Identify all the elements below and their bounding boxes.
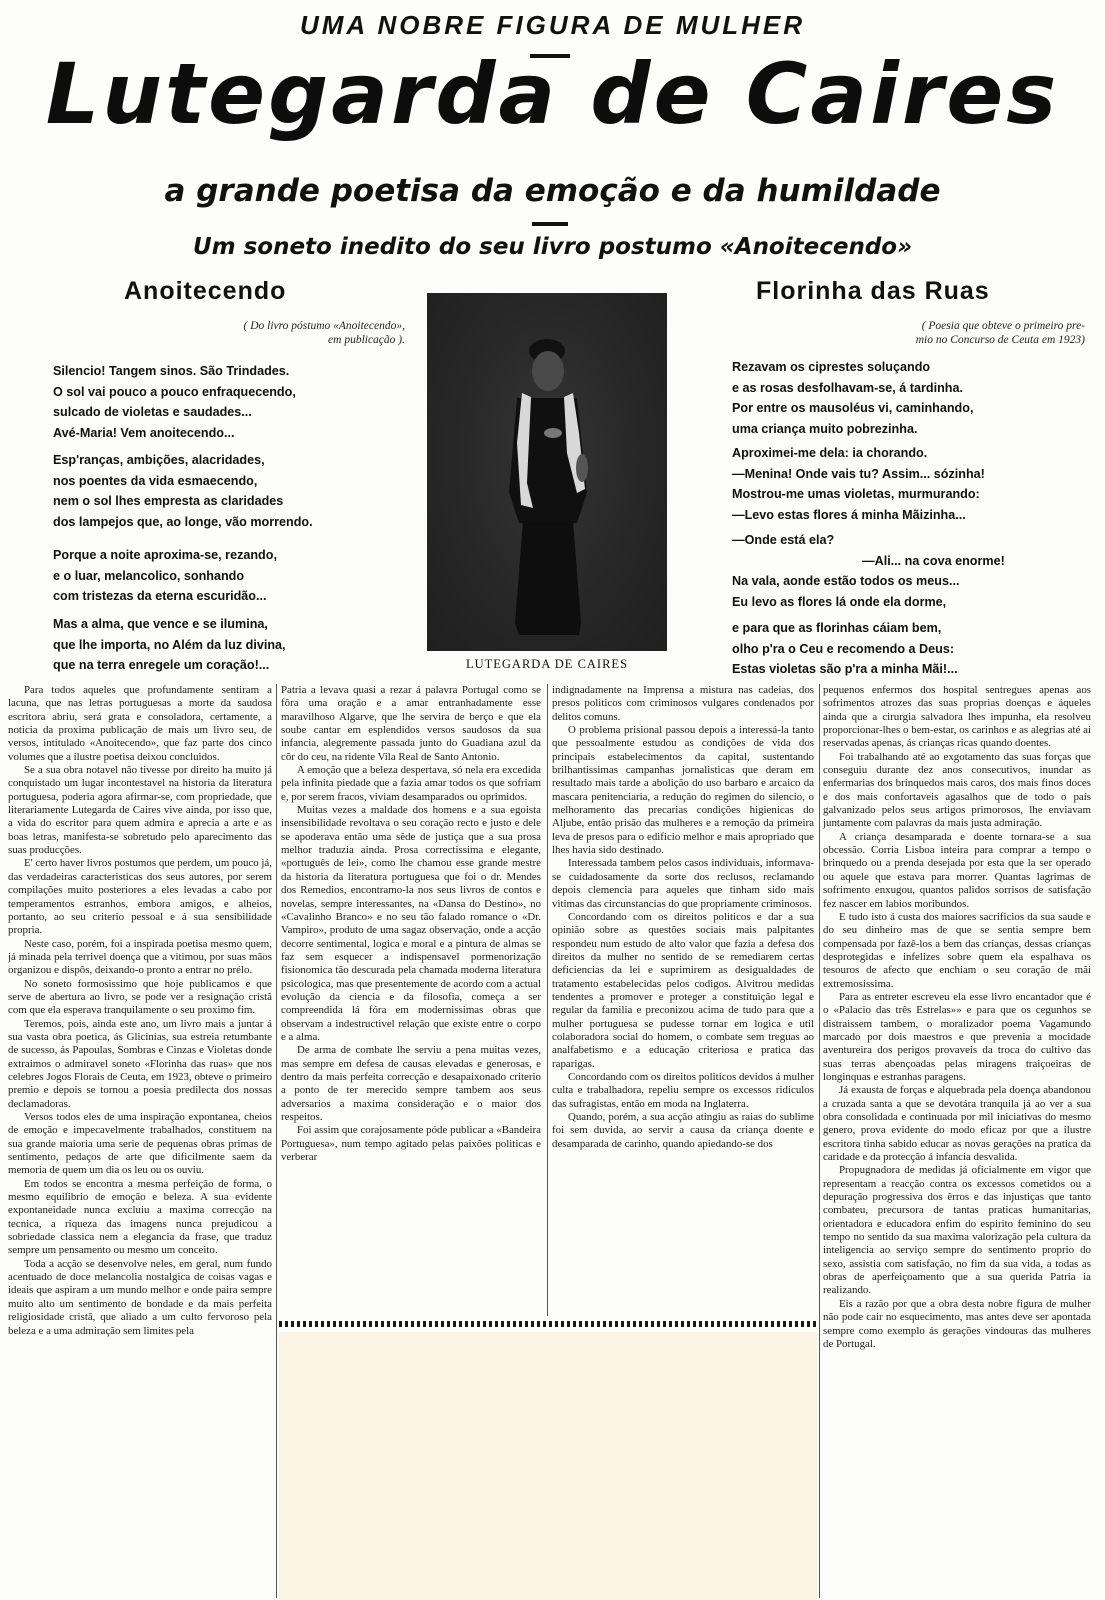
poem-line: com tristezas da eterna escuridão...	[53, 589, 267, 603]
article-paragraph: Patria a levava quasi a rezar á palavra Portugal como se fôra uma oração e a amar entranhadamente esse maravilhoso Algarve, que lhe servira de berço e que ela soube cantar em esplendidos versos saudosos da sua infancia, alegremente passada junto do Guadiana azul da côr do ceu, na ridente Vila Real de Santo Antonio.	[281, 684, 541, 763]
article-paragraph: indignadamente na Imprensa a mistura nas cadeias, dos presos politicos com criminosos vulgares condenados por delitos comuns.	[552, 684, 814, 723]
article-kicker: UMA NOBRE FIGURA DE MULHER	[299, 10, 806, 40]
poem-title-anoitecendo: Anoitecendo	[124, 277, 287, 305]
poem-line: Eu levo as flores lá onde ela dorme,	[732, 594, 947, 609]
poem-line: Silencio! Tangem sinos. São Trindades.	[53, 364, 290, 378]
poem-stanza	[53, 614, 286, 676]
poem-stanza	[732, 618, 958, 680]
poem-line: Mas a alma, que vence e se ilumina,	[53, 617, 268, 631]
poem-stanza	[53, 450, 313, 532]
poem-line: Porque a noite aproxima-se, rezando,	[53, 548, 277, 562]
poem-line: O sol vai pouco a pouco enfraquecendo,	[53, 384, 296, 399]
poem-line: e as rosas desfolhavam-se, á tardinha.	[732, 380, 963, 395]
poem-line: nos poentes da vida esmaecendo,	[53, 473, 258, 488]
subhead-divider	[532, 222, 568, 226]
column-divider	[547, 684, 548, 1316]
article-paragraph: Foi trabalhando até ao exgotamento das suas forças que conseguiu durante dez anos consecutivos, inundar as enfermarias dos brinquedos mais caros, dos mais finos doces e dos mais confortaveis agasalhos que de todo o país galvanizado pelos seus artigos primorosos, lhe enviavam juntamente com palavras da mais justa admiração.	[823, 750, 1091, 830]
photo-caption: LUTEGARDA DE CAIRES	[465, 657, 629, 671]
poem-line: olho p'ra o Ceu e recomendo a Deus:	[732, 641, 955, 656]
article-paragraph: Neste caso, porém, foi a inspirada poetisa mesmo quem, já minada pela terrivel doença que a vitimou, por suas mãos organizou e dispôs, deixando-o pronto a entrar no prélo.	[8, 937, 272, 977]
article-paragraph: No soneto formosissimo que hoje publicamos e que serve de abertura ao livro, se pode ver a resignação cristã com que ela esperava tranquilamente o seu proximo fim.	[8, 977, 272, 1017]
article-paragraph: O problema prisional passou depois a interessá-la tanto que pessoalmente estudou as condições de vida dos principais estabelecimentos da capital, sustentando brilhantissimas campanhas jornalisticas que deram em resultado mais tarde a abolição do uso barbaro e arcaico da mascara penitenciaria, a redução do regimen do silencio, o melhoramento das precarias condições higienicas do Aljube, então prisão das mulheres e a remoção da primeira leva de presos para o edificio melhor e mais apropriado que lhes havia sido destinado.	[552, 724, 814, 857]
article-paragraph: Já exausta de forças e alquebrada pela doença abandonou a cruzada santa a que se devotára tranquila já ao ver a sua obra consolidada e continuada por mil iniciativas do mesmo genero, prova evidente do modo eficaz por que a ilustre escritora tinha sabido educar as novas gerações na pratica da caridade e da protecção á infancia desvalida.	[823, 1084, 1091, 1164]
poem-line: —Ali... na cova enorme!	[862, 553, 1005, 568]
article-subhead: a grande poetisa da emoção e da humildade	[164, 173, 941, 209]
poem-line: uma criança muito pobrezinha.	[732, 421, 918, 436]
article-paragraph: Teremos, pois, ainda este ano, um livro mais a juntar á sua vasta obra poetica, ás Glicinias, sua estreia retumbante de sucesso, ás Papoulas, Sombras e Cinzas e Violetas donde extraimos o admiravel soneto «Florinha das ruas» que nos celebres Jogos Florais de Ceuta, em 1923, obteve o primeiro premio e depois se tornou a poesia predilecta dos nossas declamadoras.	[8, 1017, 272, 1110]
article-column-4	[823, 684, 1091, 1598]
poem-note-line: ( Do livro póstumo «Anoitecendo»,	[243, 320, 405, 332]
poem-title-florinha: Florinha das Ruas	[756, 277, 990, 305]
article-column-1	[8, 684, 272, 1598]
poem-stanza	[732, 443, 985, 525]
article-paragraph: Concordando com os direitos politicos devidos á mulher culta e trabalhadora, repeliu sempre os excessos ridiculos das sufragistas, então em moda na Inglaterra.	[552, 1070, 814, 1110]
poem-note-anoitecendo	[150, 319, 405, 347]
poem-line: Esp'ranças, ambições, alacridades,	[53, 453, 265, 467]
poem-line: Rezavam os ciprestes soluçando	[732, 360, 931, 374]
article-paragraph: Se a sua obra notavel não tivesse por direito ha muito já conquistado um lugar incontestavel na historia da literatura portuguesa, poderia agora afirmar-se, com propriedade, que literariamente Lutegarda de Caires vive ainda, por isso que, a vida do escritor para quem admira e aprecia a arte e as boas letras, manifesta-se sobretudo pelo aparecimento das suas producções.	[8, 764, 272, 857]
poem-line: —Levo estas flores á minha Mãizinha...	[732, 507, 966, 522]
column-divider	[276, 684, 277, 1598]
poem-line: Na vala, aonde estão todos os meus...	[732, 574, 960, 588]
poem-note-line: ( Poesia que obteve o primeiro pre-	[921, 320, 1085, 332]
blank-area	[279, 1332, 817, 1600]
poem-note-florinha	[780, 319, 1085, 347]
article-column-2	[281, 684, 541, 1314]
article-paragraph: A emoção que a beleza despertava, só nela era excedida pela infinita piedade que a fazia amar todos os que sofriam e, por serem fracos, viviam desamparados ou oprimidos.	[281, 764, 541, 803]
article-paragraph: Quando, porém, a sua acção atingiu as raias do sublime foi sem duvida, ao servir a causa da criança doente e desamparada de carinho, quando apiedando-se dos	[552, 1111, 814, 1150]
article-paragraph: Em todos se encontra a mesma perfeição de forma, o mesmo equilibrio de emoção e beleza. A sua evidente expontaneidade nunca excluiu a maxima correcção na tecnica, a riqueza das imagens nunca prejudicou a sobriedade classica nem a elegancia da frase, que traduz sempre um pensamento ou mesmo um conceito.	[8, 1177, 272, 1257]
poem-stanza	[53, 361, 296, 443]
article-paragraph: A criança desamparada e doente tornara-se a sua obcessão. Corria Lisboa inteira para comprar a tempo o brinquedo ou a prenda desejada por esta que la ser operado ou aquele que estava para morrer. Quantas lagrimas de sofrimento enxugou, quantos palidos sorrisos de satisfação fez nascer em labios moribundos.	[823, 830, 1091, 910]
portrait-photo	[427, 293, 667, 651]
article-paragraph: Concordando com os direitos politicos e dar a sua opinião sobre as questões sociais mais palpitantes respondeu num estudo de alto valor que fazia a defesa dos direitos da mulher no sentido de se remediarem certas deficiencias da lei e suprimirem as desigualdades de tratamento estabelecidas pelos codigos. Alvitrou medidas tendentes a promover e proteger a constituição legal e regular da familia e preconizou acima de tudo para que a mulher portuguesa se pudesse tornar em logica e util colaboradora social do homem, o combate sem treguas ao analfabetismo e a educação criteriosa e pratica das raparigas.	[552, 910, 814, 1070]
poem-line: e o luar, melancolico, sonhando	[53, 568, 245, 583]
article-paragraph: E' certo haver livros postumos que perdem, um pouco já, das verdadeiras caracteristicas dos seus autores, por serem compilações muito posteriores a eles levadas a cabo por temperamentos estranhos, embora amigos, e alheios, portanto, ao seu criterio pessoal e á sua sensibilidade propria.	[8, 857, 272, 937]
poem-line: —Onde está ela?	[732, 533, 835, 547]
article-paragraph: pequenos enfermos dos hospital sentregues apenas aos sofrimentos atrozes das suas proprias doenças e áqueles ainda que a cirurgia salvadora lhes impunha, ela resolveu proporcionar-lhes o bem-estar, os carinhos e as alegrias até ai reservadas apenas, ás crianças ricas quando doentes.	[823, 684, 1091, 750]
poem-line: Estas violetas são p'ra a minha Mãi!...	[732, 662, 958, 676]
poem-line: que lhe importa, no Além da luz divina,	[53, 637, 286, 652]
poem-line: nem o sol lhes empresta as claridades	[53, 494, 284, 508]
portrait-figure	[427, 293, 667, 651]
poem-line: Por entre os mausoléus vi, caminhando,	[732, 401, 974, 415]
dotted-divider	[279, 1321, 817, 1327]
poem-stanza	[732, 530, 1005, 612]
poem-line: Avé-Maria! Vem anoitecendo...	[53, 425, 235, 440]
article-paragraph: Toda a acção se desenvolve neles, em geral, num fundo acentuado de doce melancolia nostalgica de coisas vagas e ideais que aspiram a um mundo melhor e onde paira sempre muito alto um sentimento de bondade e da mais perfeita religiosidade cristã, que aliado a um culto fervoroso pela beleza e a uma admiração sem limites pela	[8, 1257, 272, 1337]
article-paragraph: Muitas vezes a maldade dos homens e a sua egoista insensibilidade revoltava o seu coração recto e justo e dele se apoderava então uma sêde de justiça que a sua prosa melhor traduzia ainda. Prosa correctissima e elegante, «português de lei», como lhe chamou esse grande mestre da historia da literatura portuguesa que foi o dr. Mendes dos Remedios, encontramo-la nos seus livros de contos e novelas, sempre interessantes, na «Dansa do Destino», no «Cavalinho Branco» e no seu tão falado romance o «Dr. Vampiro», produto de uma sagaz observação, onde a acção decorre sentimental, logica e moral e a pintura de almas se faz sem esquecer a indispensavel pormenorização fisionomica tão descurada pela chamada moderna literatura psicologica, mas que presentemente de acordo com a actual evolução da ciencia e da filosofia, começa a ser compreendida lá fóra em modernissimas obras que observam a indestructivel relação que existe entre o corpo e a alma.	[281, 804, 541, 1043]
article-paragraph: Propugnadora de medidas já oficialmente em vigor que representam a reacção contra os excessos cometidos ou a depuração progressiva dos êrros e das injustiças que tanto combateu, precursora de tantas praticas humanitarias, orientadora e educadora enfim do espirito feminino do seu tempo no sentido da sua maxima valorização pela cultura da inteligencia ao serviço sempre do sentimento proprio do sexo, assistia com satisfação, no fim da sua vida, a todas as obras de aperfeiçoamento que a sua querida Patria ia realizando.	[823, 1164, 1091, 1297]
article-paragraph: Para todos aqueles que profundamente sentiram a lacuna, que nas letras portuguesas a morte da saudosa escritora abriu, será grata e consoladora, certamente, a noticia da proxima publicação de mais um livro seu, de versos, intitulado «Anoitecendo», que faz parte dos cinco volumes que a ilustre poetisa deixou concluidos.	[8, 684, 272, 763]
poem-line: sulcado de violetas e saudades...	[53, 405, 252, 419]
article-column-3	[552, 684, 814, 1314]
article-paragraph: Para as entreter escreveu ela esse livro encantador que é o «Palacio das três Estrelas»» e para que os cegunhos se distraissem tambem, o moralizador poema Vagamundo marcado por dois maestros e que prevenia a mocidade aventureira dos perigos provaveis da troca do cultivo das suas terras abençoadas pelas miragens traiçoeiras de longinquas e estranhas paragens.	[823, 990, 1091, 1083]
poem-line: dos lampejos que, ao longe, vão morrendo.	[53, 514, 313, 529]
poem-line: e para que as florinhas cáiam bem,	[732, 621, 942, 635]
poem-line: Aproximei-me dela: ia chorando.	[732, 446, 928, 460]
article-deck: Um soneto inedito do seu livro postumo «Anoitecendo»	[192, 234, 913, 260]
poem-note-line: mio no Concurso de Ceuta em 1923)	[915, 334, 1085, 346]
poem-stanza	[732, 357, 973, 439]
article-paragraph: De arma de combate lhe serviu a pena muitas vezes, mas sempre em defesa de causas elevadas e generosas, e dentro da mais perfeita correcção e desapaixonado criterio a ponto de ter merecido sempre tambem aos seus adversarios a maxima consideração e o maior dos respeitos.	[281, 1044, 541, 1123]
article-headline: Lutegarda de Caires	[45, 45, 1060, 143]
poem-stanza	[53, 545, 277, 607]
article-paragraph: Foi assim que corajosamente póde publicar a «Bandeira Portuguesa», num tempo agitado pelas paixões politicas e verberar	[281, 1124, 541, 1164]
article-paragraph: Versos todos eles de uma inspiração expontanea, cheios de emoção e impecavelmente trabalhados, constituem na sua grande maioria uma serie de pequenas obras primas de sentimento, pedaços de arte que dificilmente saem da memoria de quem um dia os leu ou os ouviu.	[8, 1111, 272, 1177]
poem-line: —Menina! Onde vais tu? Assim... sózinha!	[732, 466, 985, 481]
poem-line: que na terra enregele um coração!...	[53, 658, 270, 672]
article-paragraph: Interessada tambem pelos casos individuais, informava-se cuidadosamente da sorte dos reclusos, reclamando depois clemencia para aqueles que tinham sido mais vitimas das circunstancias do que propriamente criminosos.	[552, 857, 814, 910]
article-paragraph: Eis a razão por que a obra desta nobre figura de mulher não pode cair no esquecimento, mas antes deve ser apontada sempre como exemplo ás gerações vindouras das mulheres de Portugal.	[823, 1297, 1091, 1350]
poem-line: Mostrou-me umas violetas, murmurando:	[732, 487, 980, 501]
poem-note-line: em publicação ).	[328, 334, 405, 346]
column-divider	[819, 684, 820, 1598]
article-paragraph: E tudo isto á custa dos maiores sacrificios da sua saude e do seu dinheiro mas de que se sentia sempre bem compensada por fazê-los a bem das crianças, dessas crianças desprotegidas e infelizes sobre quem ela espalhava os tesouros de afecto que enchiam o seu coração de mãi extremosissima.	[823, 910, 1091, 990]
